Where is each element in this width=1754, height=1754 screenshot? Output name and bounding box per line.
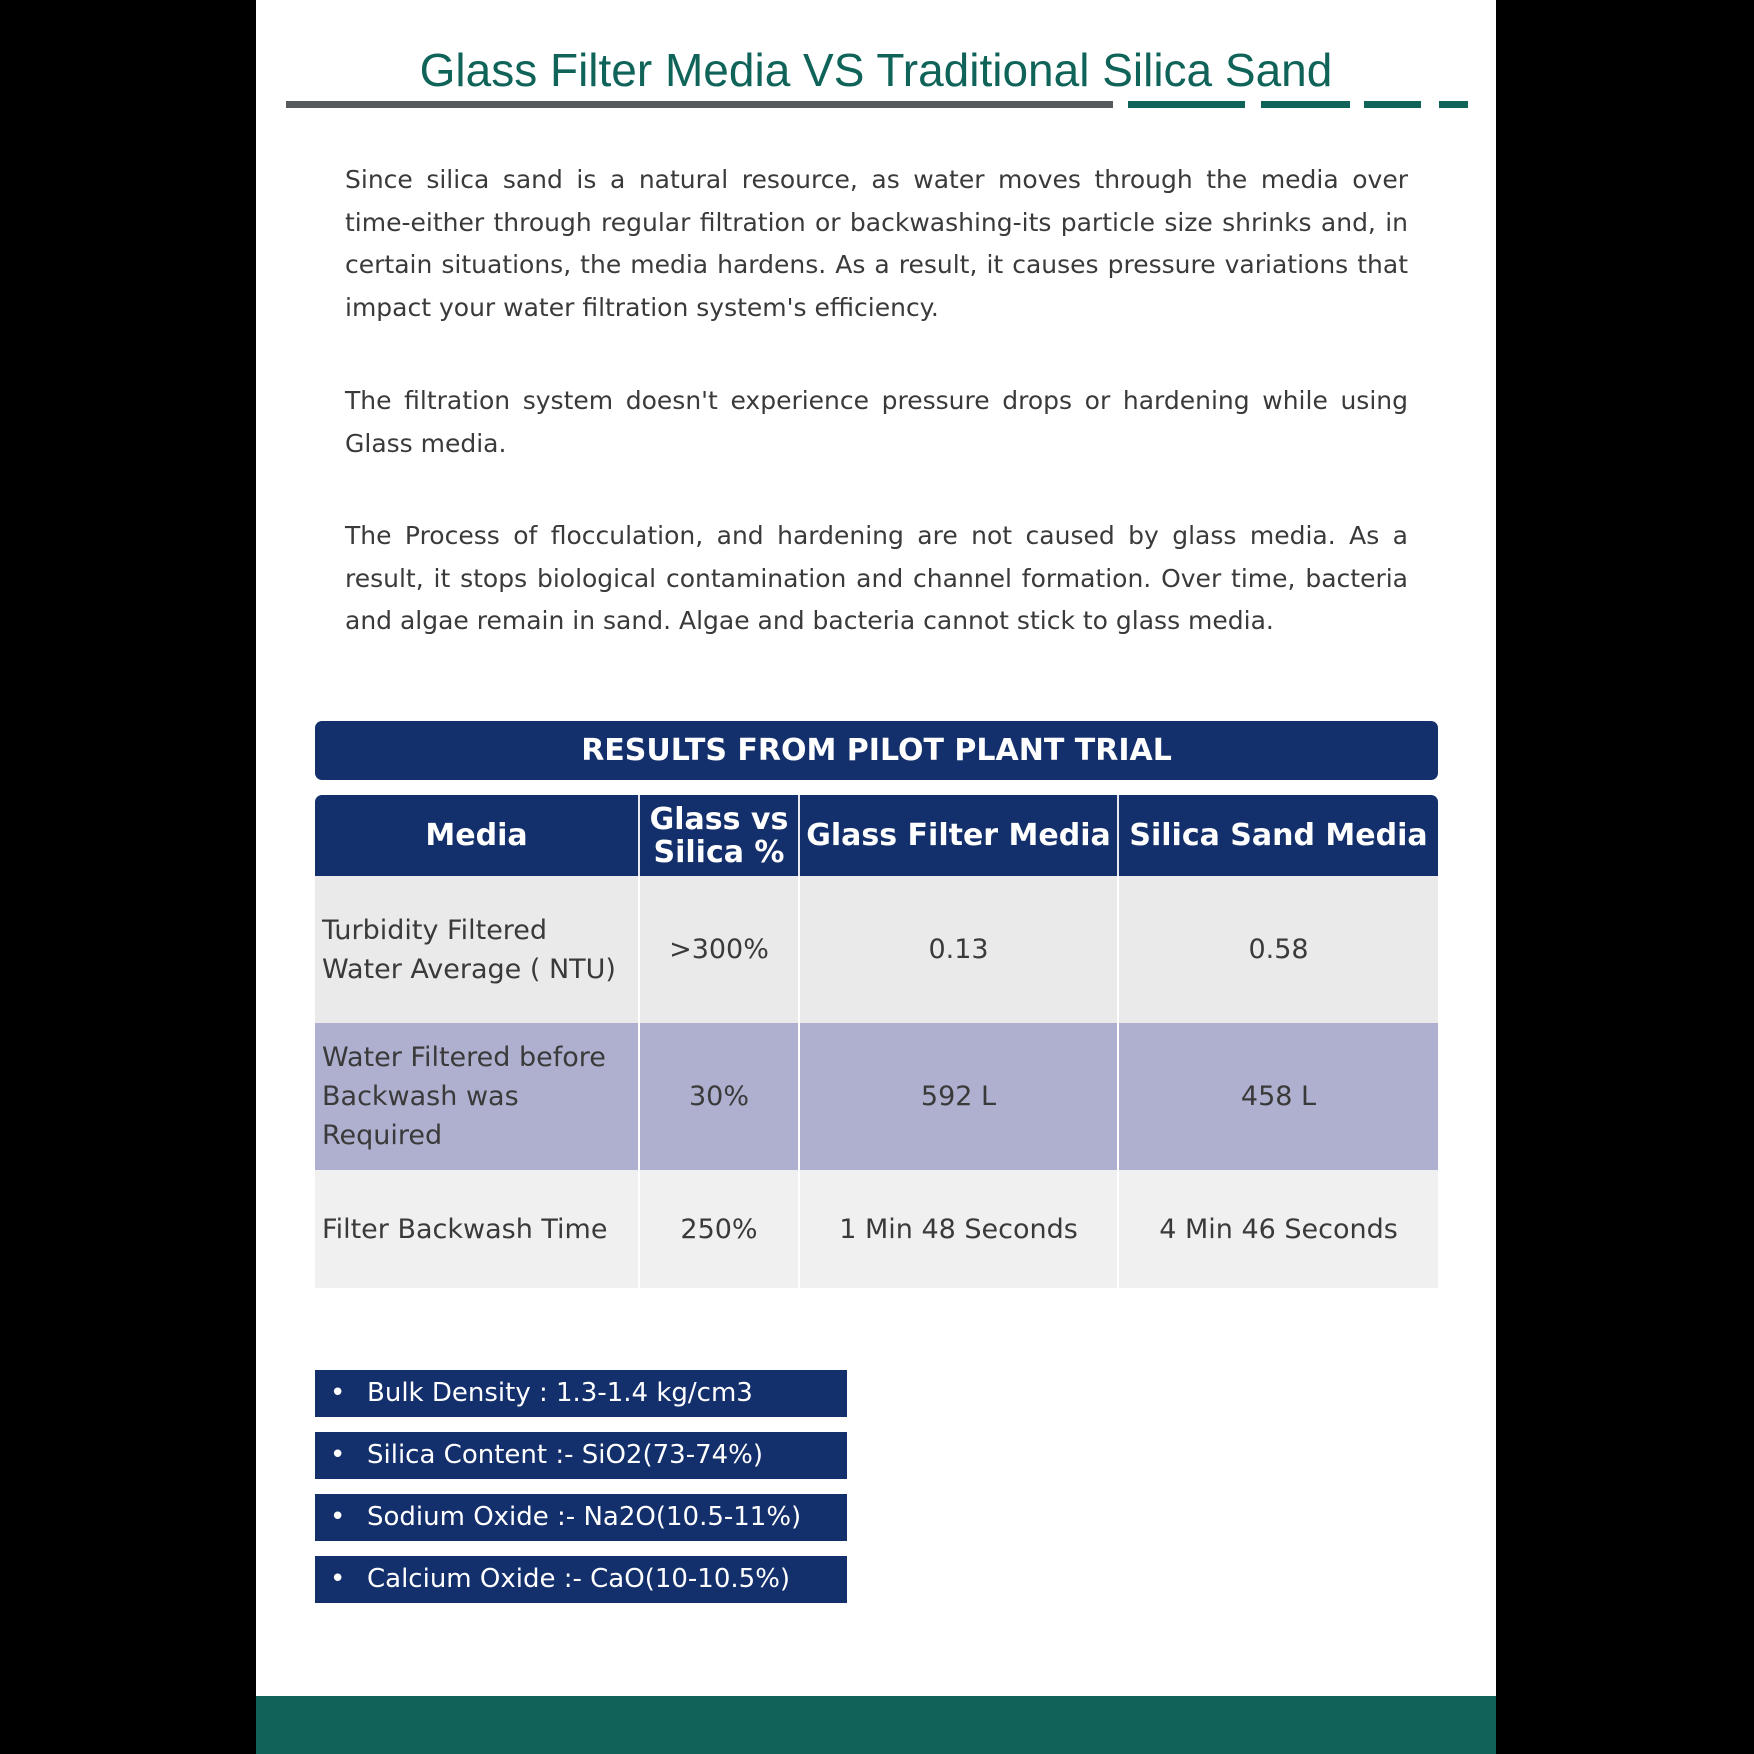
title-underline-gray: [286, 101, 1113, 108]
cell-silica-sand-media: 458 L: [1118, 1023, 1438, 1170]
bullet-icon: •: [330, 1564, 346, 1594]
column-header-glass-vs-silica: Glass vs Silica %: [639, 795, 799, 876]
cell-glass-filter-media: 1 Min 48 Seconds: [799, 1170, 1118, 1288]
spec-item-silica-content: [315, 1432, 847, 1479]
cell-silica-sand-media: 4 Min 46 Seconds: [1118, 1170, 1438, 1288]
page-title: Glass Filter Media VS Traditional Silica Sand: [419, 44, 1333, 96]
table-row: [315, 1170, 1438, 1288]
column-header-media: Media: [315, 795, 639, 876]
table-row: [315, 876, 1438, 1023]
table-row: [315, 1023, 1438, 1170]
cell-glass-vs-silica: >300%: [639, 876, 799, 1023]
footer-band: [256, 1696, 1496, 1754]
cell-glass-vs-silica: 250%: [639, 1170, 799, 1288]
paragraph-silica-sand: Since silica sand is a natural resource, as water moves through the media over time-either through regular filtration or backwashing-its particle size shrinks and, in certain situations, the media hardens. As a result, it causes pressure variations that impact your water filtration system's efficiency.: [345, 165, 1408, 322]
results-heading: RESULTS FROM PILOT PLANT TRIAL: [315, 721, 1438, 780]
title-underline-dash: [1261, 101, 1350, 108]
cell-glass-filter-media: 592 L: [799, 1023, 1118, 1170]
title-underline-dash: [1439, 101, 1468, 108]
spec-item-sodium-oxide: [315, 1494, 847, 1541]
spec-text: Sodium Oxide :- Na2O(10.5-11%): [367, 1502, 802, 1532]
column-header-silica-sand-media: Silica Sand Media: [1118, 795, 1438, 876]
cell-silica-sand-media: 0.58: [1118, 876, 1438, 1023]
results-table: [315, 795, 1438, 1288]
bullet-icon: •: [330, 1502, 346, 1532]
paragraph-flocculation: The Process of flocculation, and hardening are not caused by glass media. As a result, it stops biological contamination and channel formation. Over time, bacteria and algae remain in sand. Algae and bacteria cannot stick to glass media.: [345, 521, 1408, 635]
spec-item-bulk-density: [315, 1370, 847, 1417]
bullet-icon: •: [330, 1378, 346, 1408]
spec-text: Silica Content :- SiO2(73-74%): [367, 1440, 764, 1470]
spec-text: Bulk Density : 1.3-1.4 kg/cm3: [367, 1378, 753, 1408]
document-page: [256, 0, 1496, 1754]
spec-text: Calcium Oxide :- CaO(10-10.5%): [367, 1564, 791, 1594]
title-underline-dash: [1128, 101, 1245, 108]
spec-item-calcium-oxide: [315, 1556, 847, 1603]
row-label: Water Filtered before Backwash was Required: [315, 1023, 639, 1170]
row-label: Filter Backwash Time: [315, 1170, 639, 1288]
bullet-icon: •: [330, 1440, 346, 1470]
title-underline-dash: [1364, 101, 1421, 108]
paragraph-glass-media: The filtration system doesn't experience pressure drops or hardening while using Glass media.: [345, 386, 1408, 458]
column-header-glass-filter-media: Glass Filter Media: [799, 795, 1118, 876]
row-label: Turbidity Filtered Water Average ( NTU): [315, 876, 639, 1023]
table-header-row: [315, 795, 1438, 876]
cell-glass-vs-silica: 30%: [639, 1023, 799, 1170]
cell-glass-filter-media: 0.13: [799, 876, 1118, 1023]
